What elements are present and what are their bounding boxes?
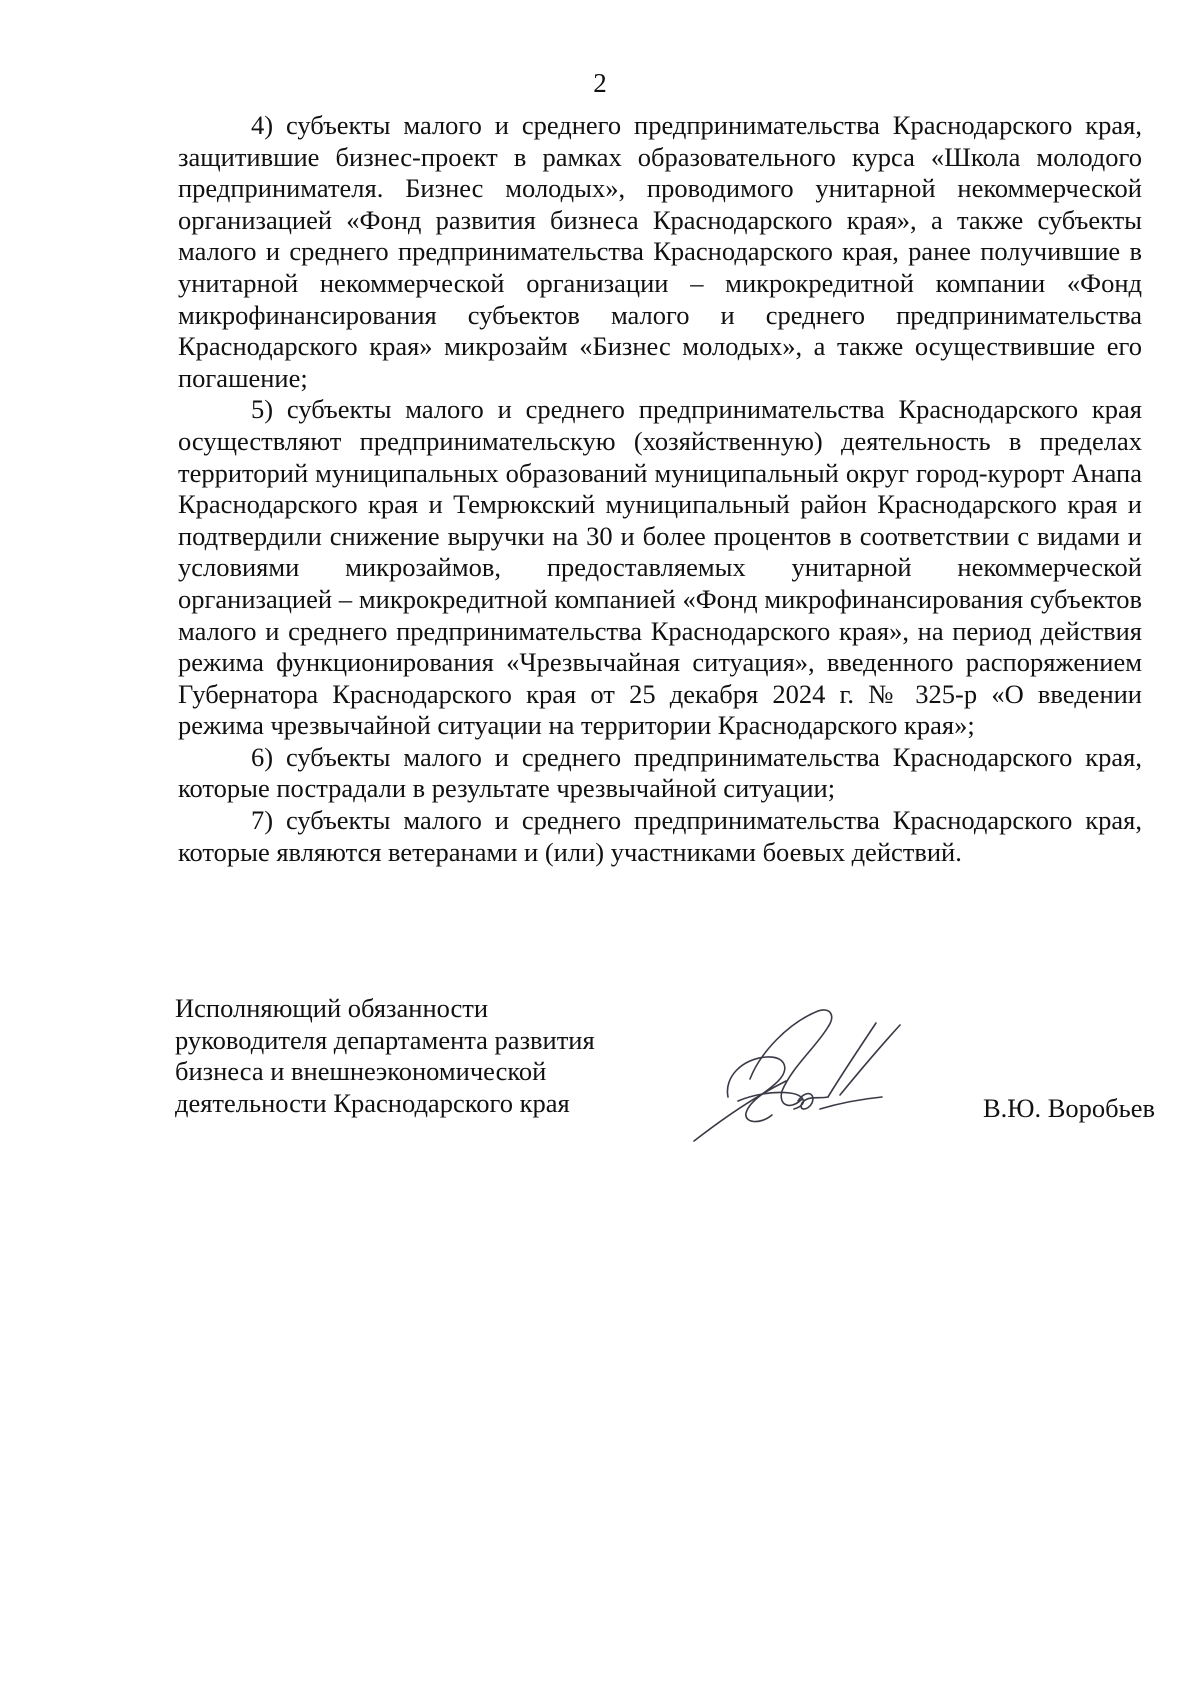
signer-name: В.Ю. Воробьев: [982, 1093, 1155, 1123]
list-item-6: 6) субъекты малого и среднего предпринимательства Краснодарского края, которые пострадали в результате чрезвычайной ситуации;: [178, 741, 1142, 804]
signature-stroke: [820, 1097, 882, 1109]
signer-position-line: деятельности Краснодарского края: [175, 1087, 570, 1118]
document-body: [178, 110, 1142, 868]
signature-stroke: [750, 1010, 832, 1105]
signature-stroke: [694, 1081, 786, 1141]
list-item-5: 5) субъекты малого и среднего предпринимательства Краснодарского края осуществляют предпринимательскую (хозяйственную) деятельность в пределах территорий муниципальных образований муниципальный округ город-курорт Анапа Краснодарского края и Темрюкский муниципальный район Краснодарского края и подтвердили снижение выручки на 30 и более процентов в соответствии с видами и условиями микрозаймов, предоставляемых унитарной некоммерческой организацией – микрокредитной компанией «Фонд микрофинансирования субъектов малого и среднего предпринимательства Краснодарского края», на период действия режима функционирования «Чрезвычайная ситуация», введенного распоряжением Губернатора Краснодарского края от 25 декабря 2024 г. № 325-р «О введении режима чрезвычайной ситуации на территории Краснодарского края»;: [178, 394, 1142, 741]
list-item-4: 4) субъекты малого и среднего предпринимательства Краснодарского края, защитившие бизнес-проект в рамках образовательного курса «Школа молодого предпринимателя. Бизнес молодых», проводимого унитарной некоммерческой организацией «Фонд развития бизнеса Краснодарского края», а также субъекты малого и среднего предпринимательства Краснодарского края, ранее получившие в унитарной некоммерческой организации – микрокредитной компании «Фонд микрофинансирования субъектов малого и среднего предпринимательства Краснодарского края» микрозайм «Бизнес молодых», а также осуществившие его погашение;: [178, 110, 1142, 393]
page-number: 2: [593, 68, 607, 98]
signature-block: [175, 993, 1155, 1163]
signature-stroke: [840, 1025, 900, 1095]
signature-stroke: [738, 1092, 803, 1109]
signer-position: [175, 993, 645, 1119]
signature-stroke: [798, 1094, 828, 1109]
handwritten-signature: [690, 1001, 920, 1146]
signer-position-line: Исполняющий обязанности: [175, 993, 489, 1023]
signer-position-line: руководителя департамента развития: [175, 1024, 595, 1055]
signer-position-line: бизнеса и внешнеэкономической: [175, 1056, 547, 1087]
list-item-7: 7) субъекты малого и среднего предпринимательства Краснодарского края, которые являются ветеранами и (или) участниками боевых действий.: [178, 805, 1142, 867]
